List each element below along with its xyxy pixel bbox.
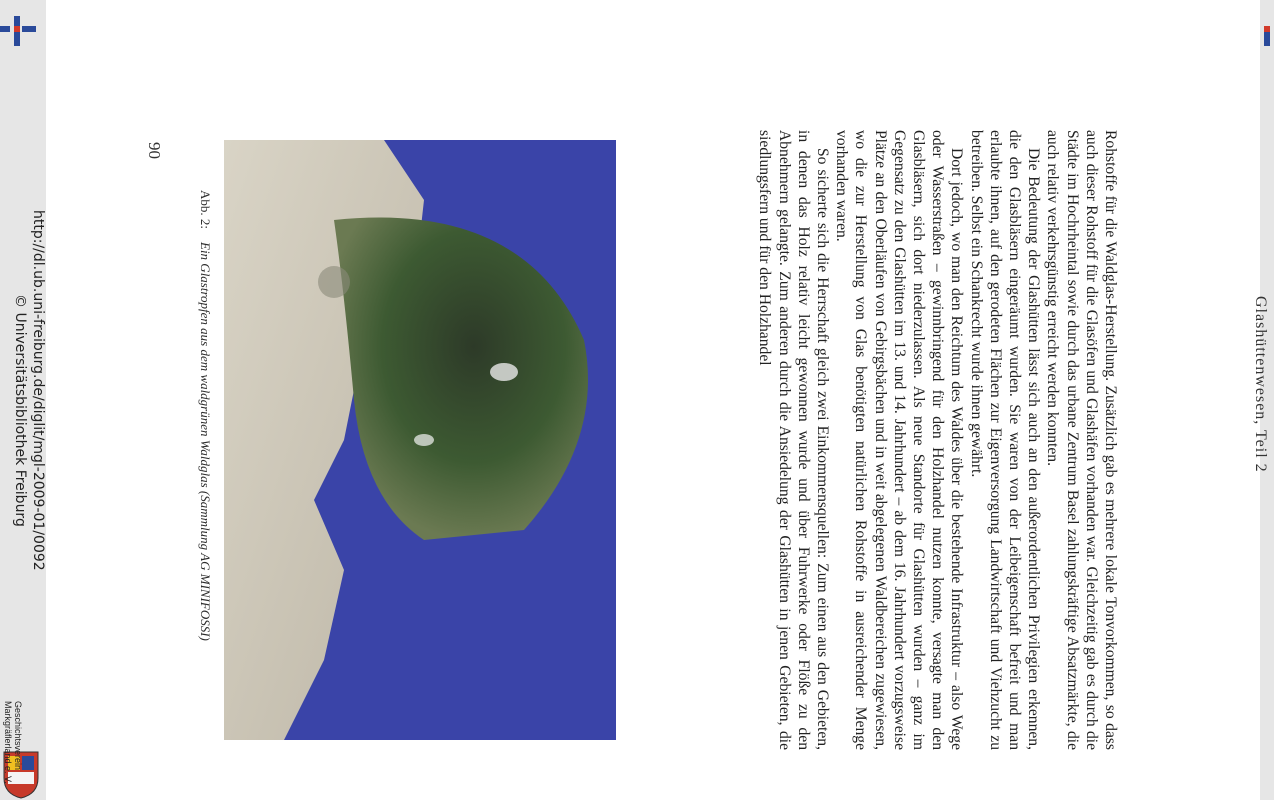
society-name (3, 701, 23, 784)
permalink-url[interactable]: http://dl.ub.uni-freiburg.de/diglit/mgl-2009-01/0092 (30, 210, 46, 571)
caption-number: Abb. 2: (198, 190, 213, 229)
ub-freiburg-logo-icon (1260, 12, 1274, 52)
paragraph: Dort jedoch, wo man den Reichtum des Waldes über die bestehende Infrastruktur – also Wege oder Wasserstraßen – gewinnbringend für den Holzhandel nutzen konnte, versagte man den Glasbläsern, sich dort niederzulassen. Als neue Standorte für Glashütten wurden – ganz im Gegensatz zu den Glashütten im 13. und 14. Jahrhundert – ab dem 16. Jahrhundert vorzugsweise Plätze an den Oberläufen von Gebirgsbächen und in weit abgelegenen Waldbereichen zugewiesen, wo die zur Herstellung von Glas benötigten natürlichen Rohstoffe in ausreichender Menge vorhanden waren. (833, 130, 966, 750)
figure-caption (197, 190, 213, 641)
running-header: Glashüttenwesen, Teil 2 (1252, 296, 1269, 473)
society-name-line: Geschichtsverein (13, 701, 23, 771)
glass-drop-image (224, 140, 616, 740)
copyright-notice: © Universitätsbibliothek Freiburg (12, 294, 28, 527)
society-name-line: Markgräflerland e. V. (3, 701, 13, 784)
paragraph: Rohstoffe für die Waldglas-Herstellung. Zusätzlich gab es mehrere lokale Tonvorkommen, so dass auch dieser Rohstoff für die Glasöfen und Glashäfen vorhanden war. Gleichzeitig gab es durch die Städte im Hochrheintal sowie durch das urbane Zentrum Basel zahlungskräftige Absatzmärkte, die auch relativ verkehrsgünstig erreicht werden konnten. (1044, 130, 1119, 750)
body-text (755, 130, 1120, 750)
paragraph: Die Bedeutung der Glashütten lässt sich auch an den außerordentlichen Privilegien erkennen, die den Glasbläsern eingeräumt wurden. Sie waren von der Leibeigenschaft befreit und man erlaubte ihnen, auf den gerodeten Flächen zur Eigenversorgung Landwirtschaft und Viehzucht zu betreiben. Selbst ein Schankrecht wurde ihnen gewährt. (967, 130, 1043, 750)
paragraph: So sicherte sich die Herrschaft gleich zwei Einkommensquellen: Zum einen aus den Gebieten, in denen das Holz relativ leicht gewonnen wurde und über Fuhrwerke oder Flöße zu den Abnehmern gelangte. Zum anderen durch die Ansiedelung der Glashütten in jenen Gebieten, die siedlungsfern und für den Holzhandel (756, 130, 831, 750)
glass-drop-photo (224, 140, 616, 740)
caption-text: Ein Glastropfen aus dem waldgrünen Waldglas (Sammlung AG MINIFOSSI) (198, 242, 213, 641)
ub-freiburg-logo-icon (0, 12, 40, 52)
page-number: 90 (145, 142, 164, 159)
